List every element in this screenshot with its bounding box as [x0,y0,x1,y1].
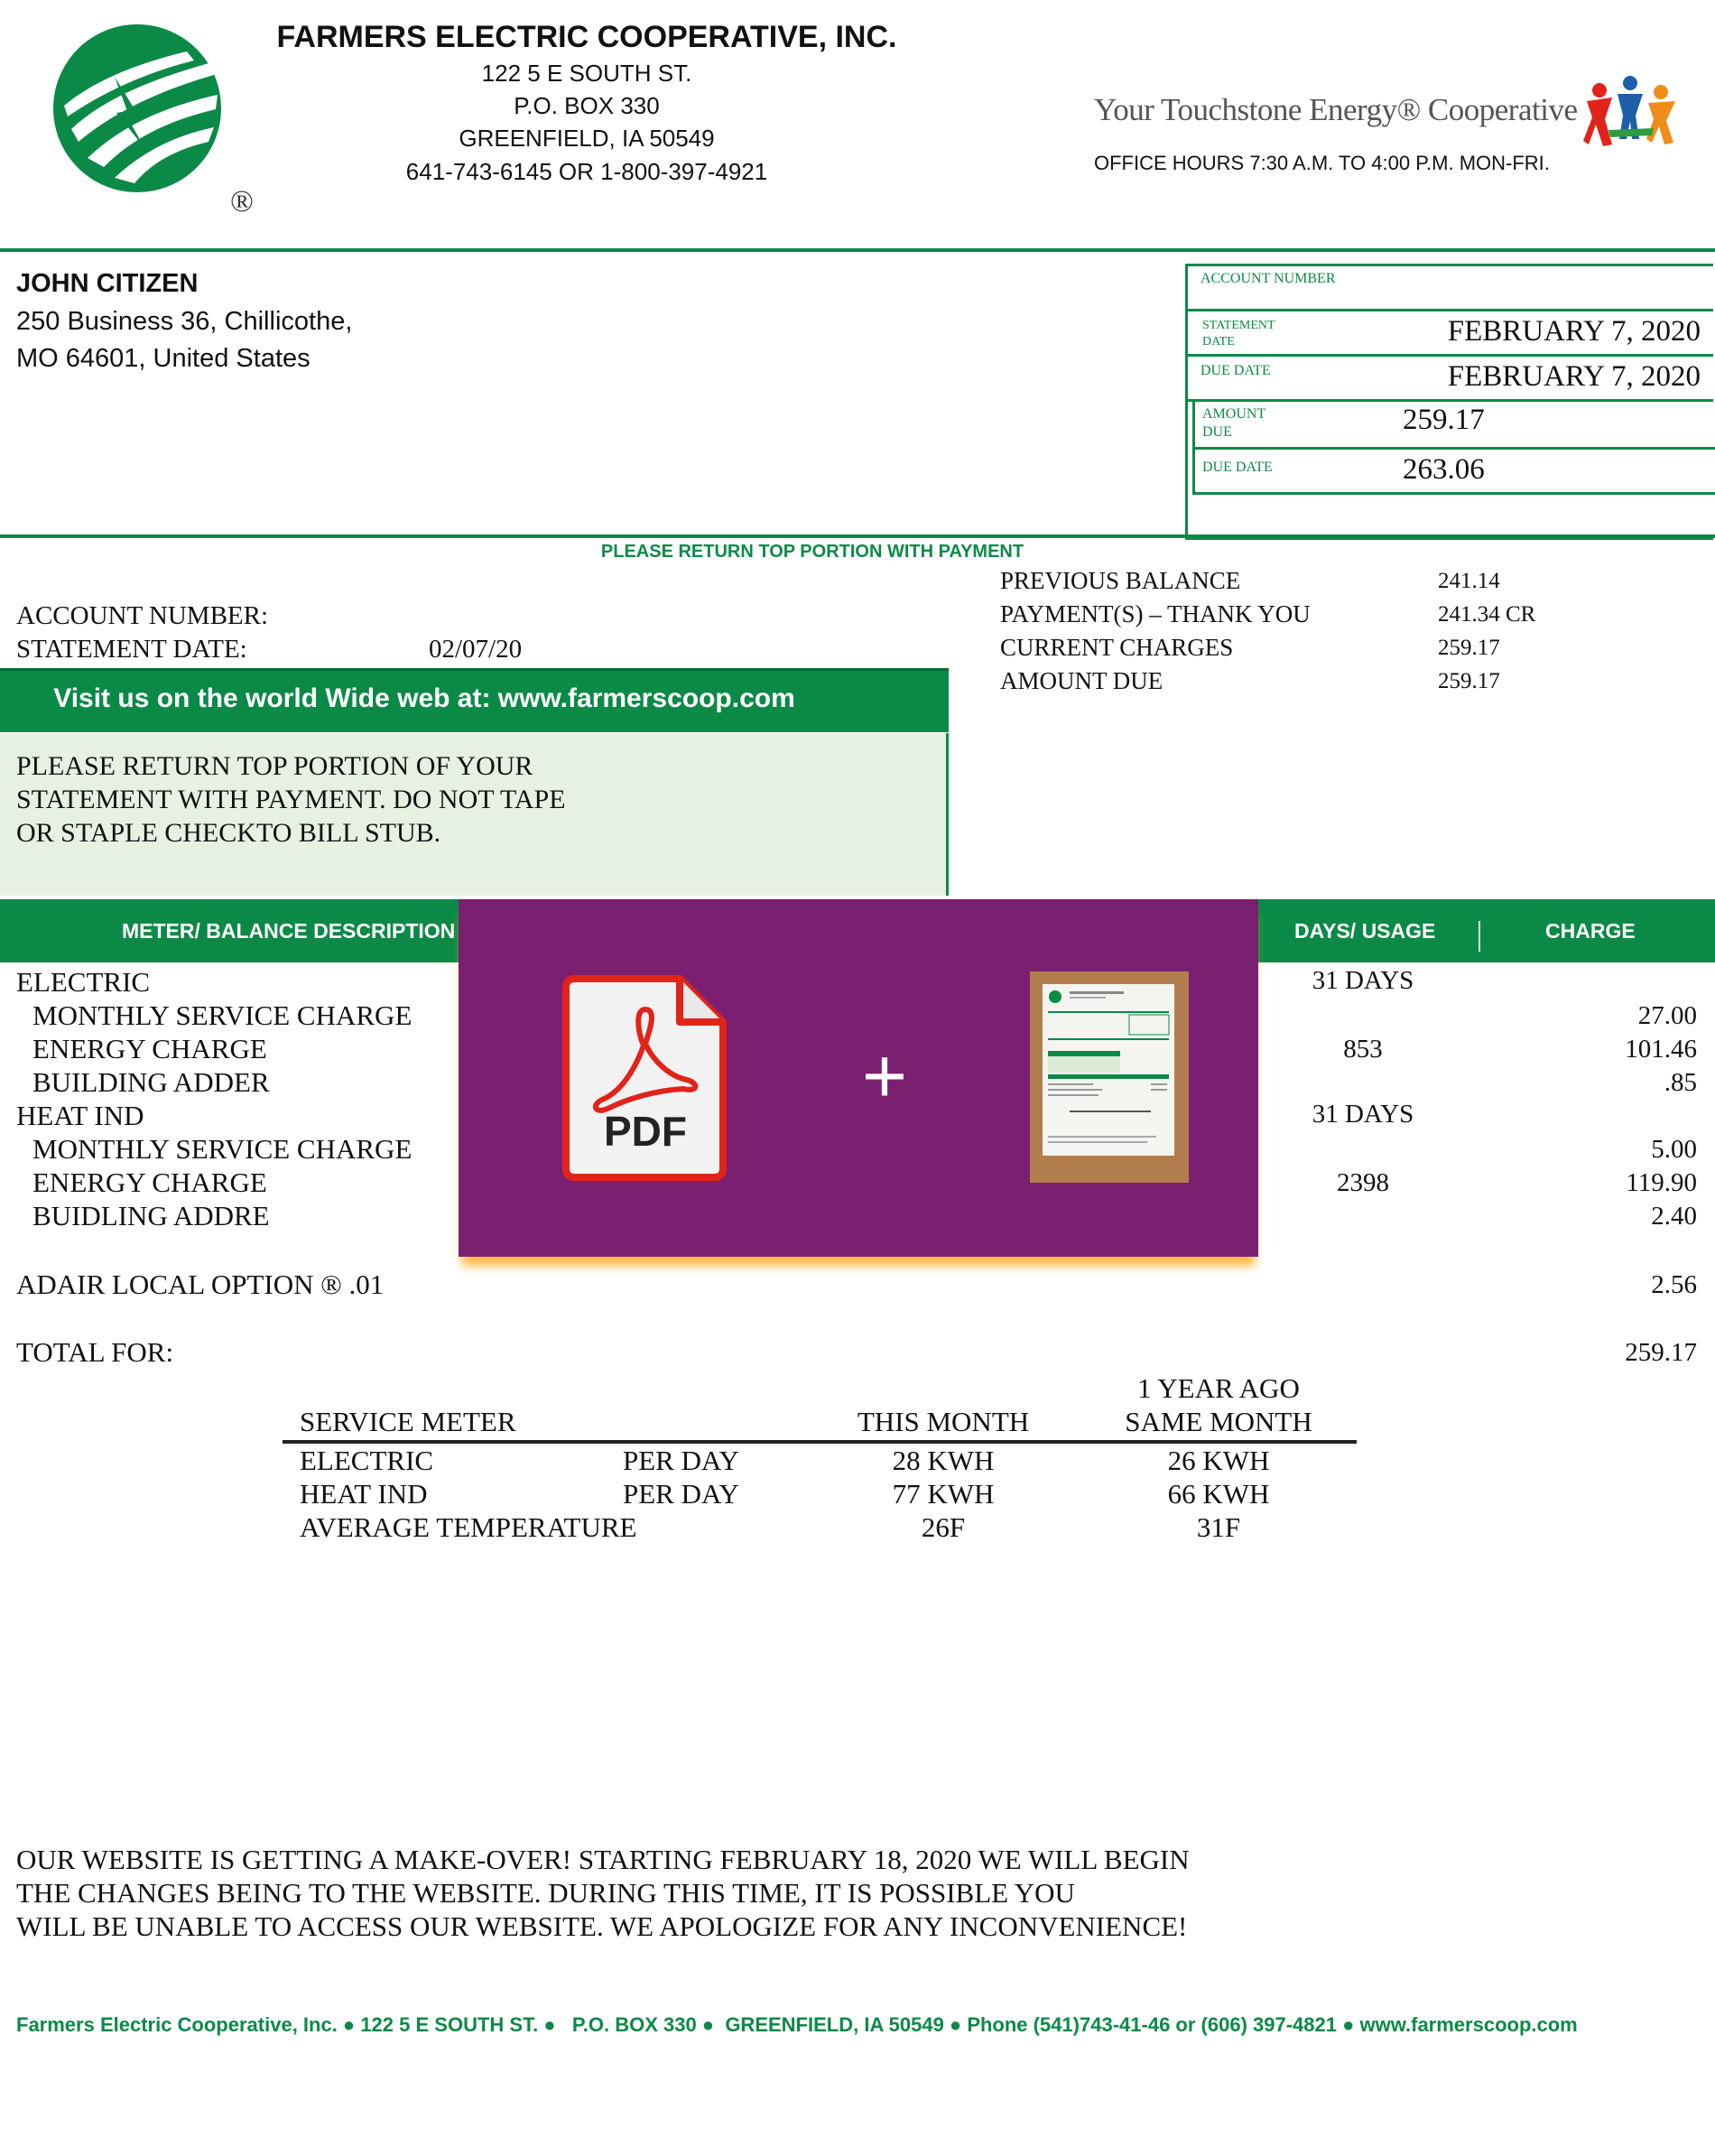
charge-line-amount: 5.00 [1651,1135,1697,1164]
col-header-charge: CHARGE [1545,919,1636,943]
statement-date-label-2: DATE [1202,335,1235,348]
summary-label: CURRENT CHARGES [1000,634,1234,661]
header-divider [0,248,1715,252]
usage-row-this-month: 26F [921,1511,966,1543]
touchstone-people-icon [1581,74,1681,152]
due-date-label: DUE DATE [1200,363,1271,378]
amount-due-row [1192,402,1715,450]
usage-row-last-year: 26 KWH [1167,1445,1270,1476]
paper-bill-sheet [1043,984,1174,1156]
charge-line-usage: 853 [1343,1035,1383,1064]
charge-line-label: MONTHLY SERVICE CHARGE [32,999,413,1031]
summary-label: PREVIOUS BALANCE [1000,567,1241,594]
return-portion-heading [0,542,1715,562]
charge-line-amount: .85 [1664,1068,1697,1097]
charge-line-label: BUIDLING ADDRE [32,1200,270,1231]
due-date-2-label: DUE DATE [1202,460,1273,475]
statement-date-row [1188,311,1713,357]
col-header-description: METER/ BALANCE DESCRIPTION [122,919,456,943]
due-date-2-value: 263.06 [1403,453,1485,486]
amount-due-value: 259.17 [1403,404,1485,436]
summary-value: 259.17 [1438,636,1500,660]
account-number-label: ACCOUNT NUMBER [1200,271,1336,286]
registered-mark: ® [230,185,254,218]
amount-due-label-2: DUE [1202,424,1232,440]
charge-line-usage: 2398 [1337,1168,1389,1197]
footer-contact: Farmers Electric Cooperative, Inc. ● 122 5 E SOUTH ST. ● P.O. BOX 330 ● GREENFIELD, IA 50549 ● Phone (541)743-41-46 or (606) 397-4821 ● www.farmerscoop.com [16,2013,1578,2036]
charge-line-label: BUILDING ADDER [32,1066,270,1098]
stub-divider [0,534,1715,538]
col-service-meter: SERVICE METER [300,1406,516,1437]
customer-address-line2: MO 64601, United States [16,344,311,373]
company-address-line3: GREENFIELD, IA 50549 [459,125,715,152]
local-option-amount: 2.56 [1651,1270,1697,1299]
company-address-line2: P.O. BOX 330 [514,92,660,119]
charge-section-electric: ELECTRIC [16,966,151,998]
electric-days: 31 DAYS [1312,966,1414,995]
local-option-label: ADAIR LOCAL OPTION ® .01 [16,1269,385,1300]
pdf-label: PDF [604,1108,687,1155]
usage-row-meter: ELECTRIC [300,1445,434,1476]
charge-line-amount: 119.90 [1626,1168,1697,1197]
customer-name: JOHN CITIZEN [16,269,199,298]
customer-address-line1: 250 Business 36, Chillicothe, [16,307,353,336]
website-notice-line: THE CHANGES BEING TO THE WEBSITE. DURING THIS TIME, IT IS POSSIBLE YOU [16,1877,1075,1909]
col-last-year-line1: 1 YEAR AGO [1137,1372,1300,1404]
amount-due-label-1: AMOUNT [1202,406,1266,422]
col-divider [1479,921,1480,952]
charge-section-heat: HEAT IND [16,1100,144,1131]
notice-line: STATEMENT WITH PAYMENT. DO NOT TAPE [16,785,566,814]
charge-line-label: MONTHLY SERVICE CHARGE [32,1133,413,1165]
charge-line-amount: 27.00 [1637,1001,1697,1030]
stub-account-number-label: ACCOUNT NUMBER: [16,601,269,630]
usage-row-this-month: 77 KWH [892,1478,995,1510]
paper-bill-photo-thumbnail[interactable] [1030,971,1189,1183]
company-phone: 641-743-6145 OR 1-800-397-4921 [405,158,768,185]
charge-line-label: ENERGY CHARGE [32,1166,267,1198]
charge-line-amount: 101.46 [1625,1035,1697,1064]
due-date-2-row [1192,450,1715,495]
col-last-year-line2: SAME MONTH [1125,1406,1312,1437]
mini-bill-graphic [1043,984,1174,1156]
usage-row-last-year: 31F [1196,1511,1241,1543]
office-hours: OFFICE HOURS 7:30 A.M. TO 4:00 P.M. MON-FRI. [1094,152,1550,174]
total-label: TOTAL FOR: [16,1336,174,1368]
statement-date-label-1: STATEMENT [1202,319,1275,332]
stub-statement-date-value: 02/07/20 [429,635,523,664]
return-portion-text: PLEASE RETURN TOP PORTION WITH PAYMENT [600,542,1024,562]
usage-row-meter: HEAT IND [300,1478,428,1510]
heat-days: 31 DAYS [1312,1100,1414,1129]
notice-line: OR STAPLE CHECKTO BILL STUB. [16,818,441,848]
website-notice-line: WILL BE UNABLE TO ACCESS OUR WEBSITE. WE APOLOGIZE FOR ANY INCONVENIENCE! [16,1910,1188,1942]
total-amount: 259.17 [1625,1338,1697,1367]
summary-label: AMOUNT DUE [1000,667,1163,694]
account-number-row [1188,266,1713,311]
due-date-row [1188,357,1713,402]
company-name: FARMERS ELECTRIC COOPERATIVE, INC. [276,20,897,54]
summary-label: PAYMENT(S) – THANK YOU [1000,600,1311,627]
company-address-line1: 122 5 E SOUTH ST. [481,60,692,87]
summary-value: 241.34 CR [1438,602,1536,627]
summary-value: 259.17 [1438,669,1500,693]
charge-line-label: ENERGY CHARGE [32,1033,267,1064]
charge-line-amount: 2.40 [1651,1202,1697,1231]
usage-row-unit: PER DAY [623,1478,739,1510]
website-notice-line: OUR WEBSITE IS GETTING A MAKE-OVER! STARTING FEBRUARY 18, 2020 WE WILL BEGIN [16,1844,1190,1875]
usage-row-meter: AVERAGE TEMPERATURE [300,1511,637,1543]
website-banner-text: Visit us on the world Wide web at: www.farmerscoop.com [53,683,795,713]
stub-statement-date-label: STATEMENT DATE: [16,635,247,664]
account-summary-box [1185,264,1713,540]
col-this-month: THIS MONTH [857,1406,1030,1437]
usage-row-unit: PER DAY [623,1445,739,1476]
summary-value: 241.14 [1438,569,1500,593]
touchstone-tagline: Your Touchstone Energy® Cooperative [1094,92,1578,127]
usage-row-this-month: 28 KWH [892,1445,995,1476]
usage-header-rule [283,1440,1357,1444]
notice-line: PLEASE RETURN TOP PORTION OF YOUR [16,751,533,781]
statement-date-value: FEBRUARY 7, 2020 [1447,315,1701,348]
col-header-days-usage: DAYS/ USAGE [1294,919,1436,943]
usage-row-last-year: 66 KWH [1167,1478,1270,1510]
due-date-value: FEBRUARY 7, 2020 [1447,360,1701,393]
plus-icon: + [861,1033,908,1120]
